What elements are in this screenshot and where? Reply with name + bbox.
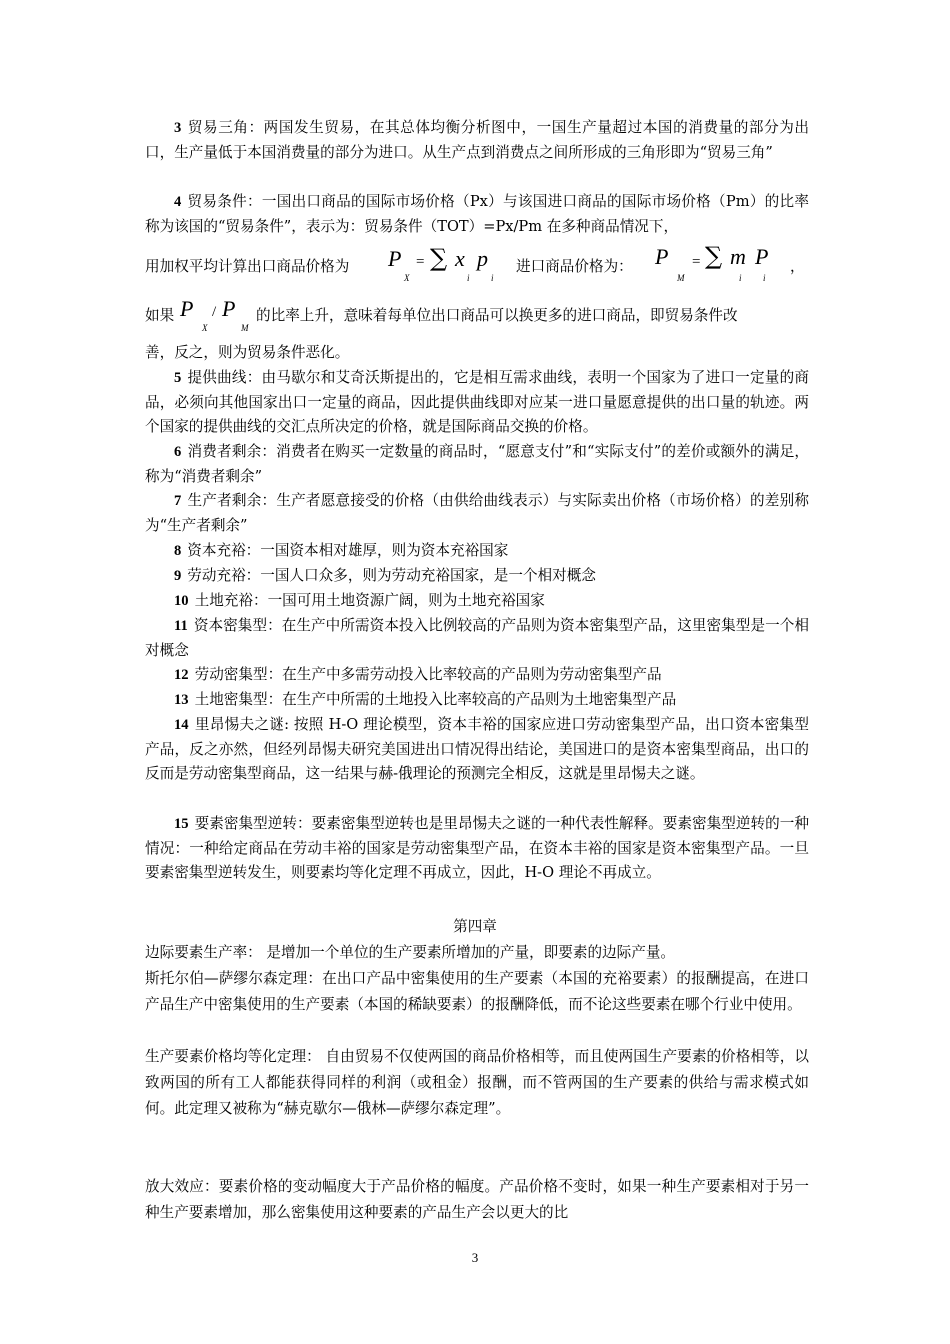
ratio-tail: 的比率上升，意味着每单位出口商品可以换更多的进口商品，即贸易条件改 [256,307,738,324]
item-7 [145,489,809,538]
item-number: 9 [174,568,182,584]
formula-sum-2: ∑ [705,242,723,270]
definition-magnification-effect: 放大效应：要素价格的变动幅度大于产品价格的幅度。产品价格不变时，如果一种生产要素相对于另一种生产要素增加，那么密集使用这种要素的产品生产会以更大的比 [145,1178,809,1221]
item-number: 14 [174,717,189,733]
item-text: 贸易三角：两国发生贸易，在其总体均衡分析图中，一国生产量超过本国的消费量的部分为出口，生产量低于本国消费量的部分为进口。从生产点到消费点之间所形成的三角形即为“贸易三角” [145,119,809,161]
formula-comma: ， [790,258,805,275]
item-number: 3 [174,120,182,136]
ratio-line [145,296,809,338]
item-number: 5 [174,370,182,386]
item-text: 资本充裕：一国资本相对雄厚，则为资本充裕国家 [187,542,509,559]
item-text: 生产者剩余：生产者愿意接受的价格（由供给曲线表示）与实际卖出价格（市场价格）的差别称为“生产者剩余” [145,492,809,534]
chapter-title: 第四章 [453,918,497,935]
item-12 [145,663,809,688]
item-8 [145,539,809,564]
formula-pm-sub: M [677,273,685,283]
item-text: 土地充裕：一国可用土地资源广阔，则为土地充裕国家 [194,592,545,609]
formula-pm: P [655,244,669,269]
item-text: 土地密集型：在生产中所需的土地投入比率较高的产品则为土地密集型产品 [194,691,677,708]
definition-marginal-productivity: 边际要素生产率： 是增加一个单位的生产要素所增加的产量，即要素的边际产量。 [145,944,676,961]
item-text: 里昂惕夫之谜: 按照 H-O 理论模型，资本丰裕的国家应进口劳动密集型产品，出口资本密集型产品，反之亦然，但经列昂惕夫研究美国进出口情况得出结论，美国进口的是资本密集型商品，出口的反而是劳动密集型商品，这一结果与赫-俄理论的预测完全相反，这就是里昂惕夫之谜。 [145,716,809,782]
formula-px: P [388,246,402,271]
formula-p-sub: i [491,273,494,283]
ratio-pm-sub: M [241,323,249,333]
item-14 [145,713,809,787]
item-13 [145,688,809,713]
item-number: 12 [174,667,189,683]
formula-sum-1: ∑ [430,244,448,272]
item-number: 4 [174,194,182,210]
formula-p: p [477,246,488,271]
formula-pi: P [755,244,769,269]
item-text: 贸易条件：一国出口商品的国际市场价格（Px）与该国进口商品的国际市场价格（Pm）的比率称为该国的“贸易条件”，表示为：贸易条件（TOT）=Px/Pm 在多种商品情况下， [145,193,809,235]
item-text: 要素密集型逆转：要素密集型逆转也是里昂惕夫之谜的一种代表性解释。要素密集型逆转的一种情况：一种给定商品在劳动丰裕的国家是劳动密集型产品，在资本丰裕的国家是资本密集型产品。一旦要素密集型逆转发生，则要素均等化定理不再成立，因此，H-O 理论不再成立。 [145,815,809,881]
item-5 [145,366,809,440]
item-text: 劳动密集型：在生产中多需劳动投入比率较高的产品则为劳动密集型产品 [194,666,662,683]
item-text: 消费者剩余：消费者在购买一定数量的商品时，“愿意支付”和“实际支付”的差价或额外的满足，称为“消费者剩余” [145,443,809,485]
formula-pi-sub: i [763,273,766,283]
formula-x-sub: i [467,273,470,283]
item-6 [145,440,809,489]
item-15 [145,812,809,886]
formula-px-sub: X [404,273,410,283]
item-number: 10 [174,593,189,609]
item-9 [145,564,809,589]
item-4 [145,190,809,239]
ratio-px: P [180,296,194,321]
item-number: 8 [174,543,182,559]
definition-stolper-samuelson: 斯托尔伯—萨缪尔森定理：在出口产品中密集使用的生产要素（本国的充裕要素）的报酬提高，在进口产品生产中密集使用的生产要素（本国的稀缺要素）的报酬降低，而不论这些要素在哪个行业中使用。 [145,970,809,1013]
item-10 [145,589,809,614]
item-3 [145,116,809,165]
ratio-continuation: 善，反之，则为贸易条件恶化。 [145,344,350,361]
item-text: 劳动充裕：一国人口众多，则为劳动充裕国家，是一个相对概念 [187,567,596,584]
definition-factor-price-equalization: 生产要素价格均等化定理： 自由贸易不仅使两国的商品价格相等，而且使两国生产要素的价格相等，以致两国的所有工人都能获得同样的利润（或租金）报酬，而不管两国的生产要素的供给与需求模式如何。此定理又被称为“赫克歇尔—俄林—萨缪尔森定理”。 [145,1048,809,1117]
formula-m: m [730,244,746,269]
ratio-slash: / [212,304,217,320]
formula-m-sub: i [739,273,742,283]
item-11 [145,614,809,663]
formula-equals-2: = [692,254,701,270]
item-number: 7 [174,493,182,509]
item-number: 13 [174,692,189,708]
formula-lead-text: 用加权平均计算出口商品价格为 [145,258,350,275]
ratio-px-sub: X [202,323,208,333]
item-number: 15 [174,816,189,832]
item-number: 6 [174,444,182,460]
page-number: 3 [471,1250,479,1265]
ratio-pm: P [222,296,236,321]
formula-mid-text: 进口商品价格为： [516,258,633,275]
price-formula-line [145,240,809,294]
item-number: 11 [174,618,188,634]
formula-x: x [455,246,465,271]
formula-equals-1: = [416,254,425,270]
item-text: 资本密集型：在生产中所需资本投入比例较高的产品则为资本密集型产品，这里密集型是一个相对概念 [145,617,809,659]
ratio-lead: 如果 [145,307,175,324]
item-text: 提供曲线：由马歇尔和艾奇沃斯提出的，它是相互需求曲线，表明一个国家为了进口一定量的商品，必须向其他国家出口一定量的商品，因此提供曲线即对应某一进口量愿意提供的出口量的轨迹。两个国家的提供曲线的交汇点所决定的价格，就是国际商品交换的价格。 [145,369,809,435]
